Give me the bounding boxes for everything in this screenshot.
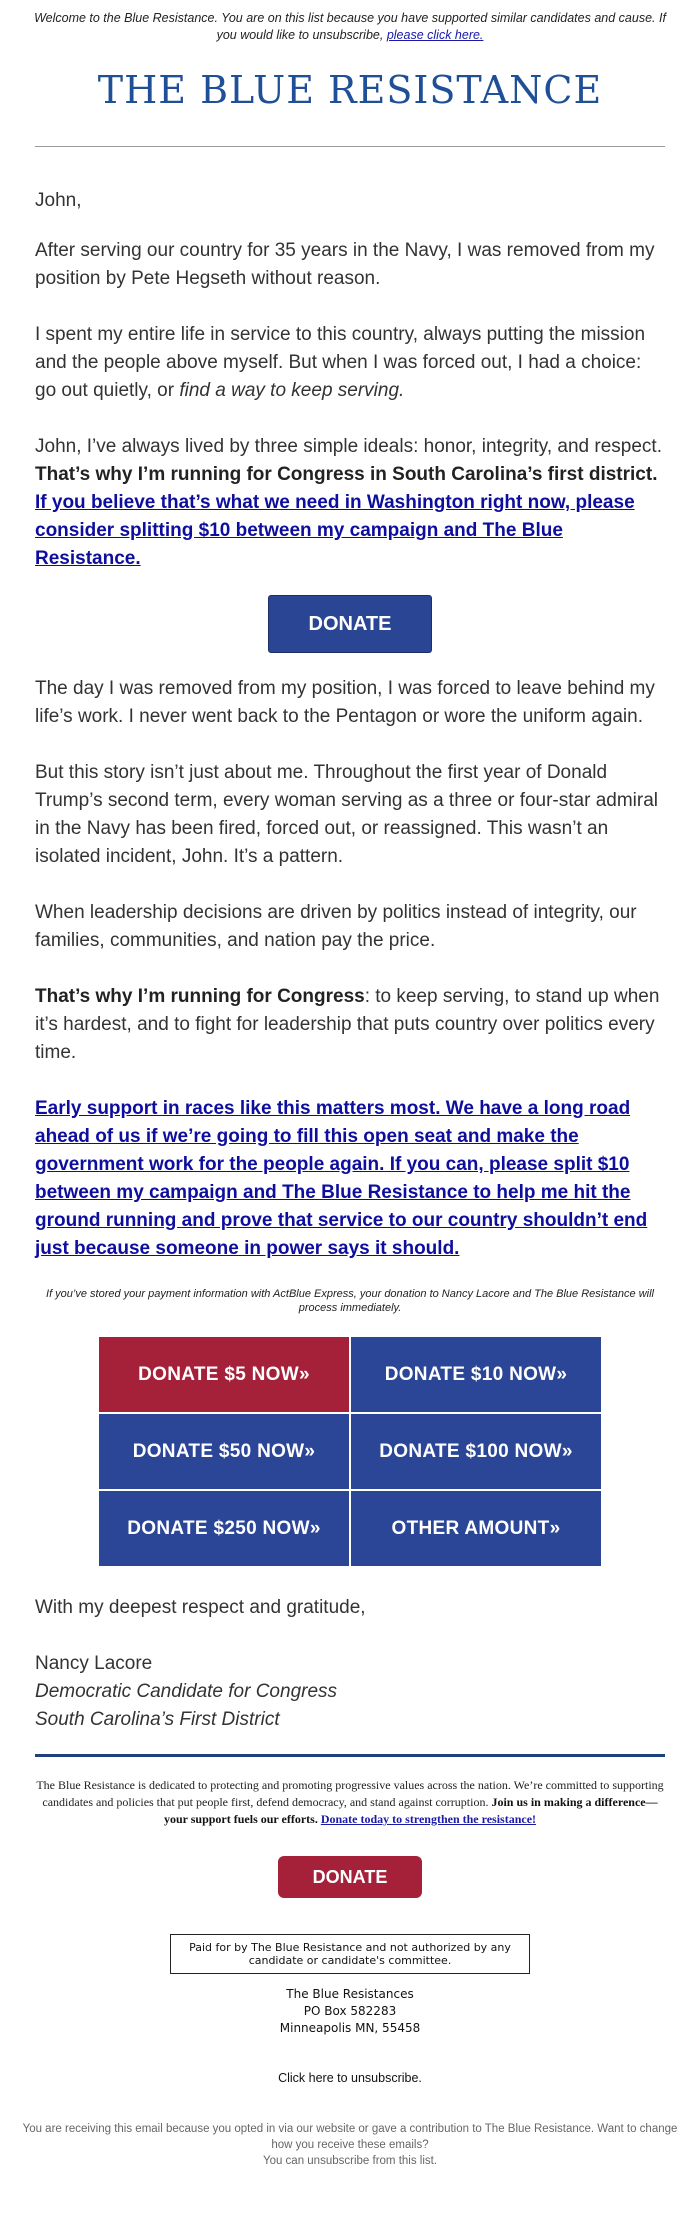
paid-for-disclaimer: Paid for by The Blue Resistance and not authorized by any candidate or candidate's committee. <box>170 1934 530 1974</box>
preheader-unsubscribe-link[interactable]: please click here. <box>386 28 484 42</box>
paragraph-3-donate-link[interactable]: If you believe that’s what we need in Washington right now, please consider splitting $10 between my campaign and The Blue Resistance. <box>35 492 635 569</box>
bottom-unsubscribe-line[interactable]: You can unsubscribe from this list. <box>262 2155 438 2167</box>
paragraph-7 <box>35 983 665 1067</box>
footer-mission <box>35 1777 665 1828</box>
header-divider <box>35 146 665 147</box>
paragraph-7-bold: That’s why I’m running for Congress <box>35 986 365 1007</box>
footer-donate-link[interactable]: Donate today to strengthen the resistance! <box>320 1812 537 1826</box>
donate-5-button[interactable]: DONATE $5 NOW» <box>99 1337 349 1412</box>
paragraph-3-bold: That’s why I’m running for Congress in South Carolina’s first district. <box>35 464 658 485</box>
paragraph-1: After serving our country for 35 years in the Navy, I was removed from my position by Pete Hegseth without reason. <box>35 240 655 289</box>
email-body <box>35 187 665 1263</box>
paragraph-2 <box>35 321 665 405</box>
signature-district <box>35 1706 665 1734</box>
bottom-notice-line: You are receiving this email because you opted in via our website or gave a contribution to The Blue Resistance. Want to change how you receive these emails? <box>22 2123 678 2151</box>
footer-divider <box>35 1754 665 1757</box>
mailing-address <box>0 1986 700 2037</box>
paragraph-2-text: I spent my entire life in service to this country, always putting the mission and the people above myself. But when I was forced out, I had a choice: go out quietly, or <box>35 324 646 401</box>
donate-100-button[interactable]: DONATE $100 NOW» <box>351 1414 601 1489</box>
unsubscribe-link[interactable]: Click here to unsubscribe. <box>278 2071 422 2085</box>
paragraph-6: When leadership decisions are driven by politics instead of integrity, our families, communities, and nation pay the price. <box>35 902 637 951</box>
footer-mission-text: The Blue Resistance is dedicated to protecting and promoting progressive values across the nation. We’re committed to supporting candidates and policies that put people first, defend democracy, and stand against corruption. <box>36 1778 664 1809</box>
footer-donate-button[interactable]: DONATE <box>278 1856 422 1898</box>
signature-block <box>35 1594 665 1734</box>
actblue-express-note: If you’ve stored your payment information with ActBlue Express, your donation to Nancy Lacore and The Blue Resistance will process immediately. <box>46 1288 654 1314</box>
paragraph-3 <box>35 433 665 573</box>
signature-title <box>35 1678 665 1706</box>
preheader <box>30 0 670 44</box>
paragraph-7-text: : to keep serving, to stand up when it’s hardest, and to fight for leadership that puts country over politics every time. <box>35 986 660 1063</box>
logo: THE BLUE RESISTANCE <box>97 68 603 112</box>
preheader-text: Welcome to the Blue Resistance. You are on this list because you have supported similar candidates and cause. If you would like to unsubscribe, <box>34 11 666 42</box>
address-line: The Blue Resistances <box>286 1987 414 2001</box>
paragraph-5: But this story isn’t just about me. Throughout the first year of Donald Trump’s second term, every woman serving as a three or four-star admiral in the Navy has been fired, forced out, or reassigned. This wasn’t an isolated incident, John. It’s a pattern. <box>35 762 659 867</box>
donate-250-button[interactable]: DONATE $250 NOW» <box>99 1491 349 1566</box>
donate-button[interactable]: DONATE <box>268 595 432 653</box>
address-line: Minneapolis MN, 55458 <box>279 2021 421 2035</box>
paragraph-8 <box>35 1095 665 1263</box>
donate-50-button[interactable]: DONATE $50 NOW» <box>99 1414 349 1489</box>
closing: With my deepest respect and gratitude, <box>35 1597 366 1618</box>
paragraph-8-donate-link[interactable]: Early support in races like this matters most. We have a long road ahead of us if we’re going to fill this open seat and make the government work for the people again. If you can, please split $10 between my campaign and The Blue Resistance to help me hit the ground running and prove that service to our country shouldn’t end just because someone in power says it should. <box>35 1098 648 1259</box>
paragraph-4: The day I was removed from my position, I was forced to leave behind my life’s work. I never went back to the Pentagon or wore the uniform again. <box>35 678 655 727</box>
paragraph-2-emphasis: find a way to keep serving. <box>179 380 405 401</box>
address-line: PO Box 582283 <box>303 2004 397 2018</box>
signature-name: Nancy Lacore <box>35 1653 153 1674</box>
signature-title-text: Democratic Candidate for Congress <box>35 1681 338 1702</box>
bottom-notice <box>20 2121 680 2169</box>
donate-other-amount-button[interactable]: OTHER AMOUNT» <box>351 1491 601 1566</box>
donation-grid <box>99 1337 601 1566</box>
signature-district-text: South Carolina’s First District <box>35 1709 280 1730</box>
donate-10-button[interactable]: DONATE $10 NOW» <box>351 1337 601 1412</box>
footer-mission-bold: Join us in making a difference—your support fuels our efforts. <box>163 1795 658 1826</box>
salutation: John, <box>35 190 82 211</box>
paragraph-3-text: John, I’ve always lived by three simple ideals: honor, integrity, and respect. <box>35 436 662 457</box>
